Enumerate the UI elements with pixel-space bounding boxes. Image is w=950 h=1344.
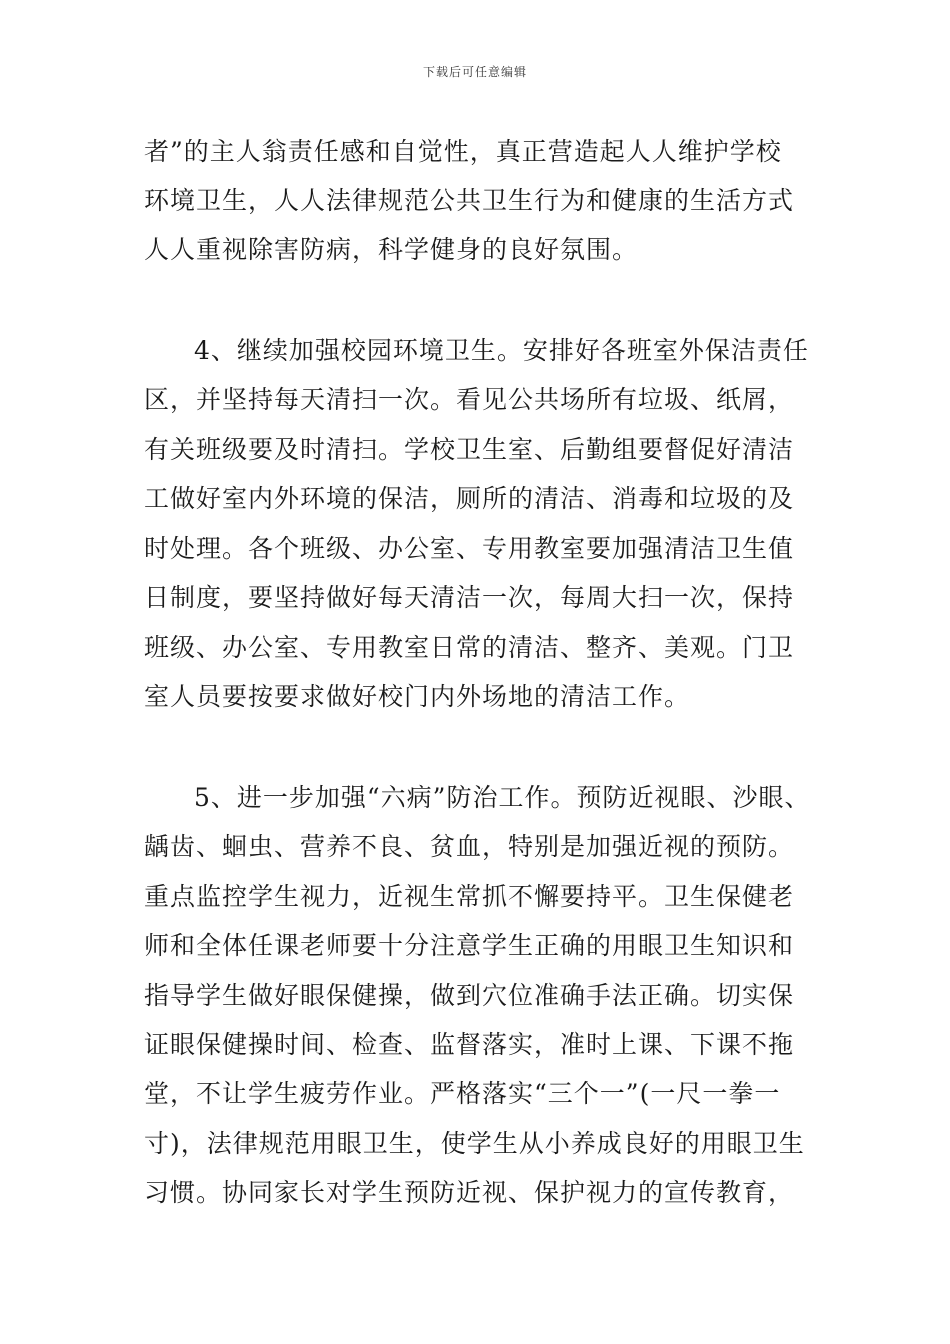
paragraph-1-line-3: 人人重视除害防病，科学健身的良好氛围。 — [144, 235, 639, 264]
paragraph-2-line-5: 时处理。各个班级、办公室、专用教室要加强清洁卫生值 — [144, 534, 795, 563]
paragraph-3-line-1: 5、进一步加强“六病”防治工作。预防近视眼、沙眼、 — [194, 783, 811, 812]
paragraph-2-line-7: 班级、办公室、专用教室日常的清洁、整齐、美观。门卫 — [144, 633, 795, 662]
paragraph-3-line-2: 龋齿、蛔虫、营养不良、贫血，特别是加强近视的预防。 — [144, 832, 795, 861]
paragraph-1-line-1: 者”的主人翁责任感和自觉性，真正营造起人人维护学校 — [144, 137, 782, 166]
paragraph-3-line-5: 指导学生做好眼保健操，做到穴位准确手法正确。切实保 — [144, 981, 795, 1010]
paragraph-2-line-2: 区，并坚持每天清扫一次。看见公共场所有垃圾、纸屑， — [144, 385, 795, 414]
paragraph-2-line-6: 日制度，要坚持做好每天清洁一次，每周大扫一次，保持 — [144, 583, 795, 612]
paragraph-2-line-3: 有关班级要及时清扫。学校卫生室、后勤组要督促好清洁 — [144, 435, 795, 464]
paragraph-3-line-4: 师和全体任课老师要十分注意学生正确的用眼卫生知识和 — [144, 931, 795, 960]
paragraph-3-line-7: 堂，不让学生疲劳作业。严格落实“三个一”(一尺一拳一 — [144, 1079, 781, 1108]
paragraph-2-line-1: 4、继续加强校园环境卫生。安排好各班室外保洁责任 — [194, 336, 809, 365]
paragraph-1-line-2: 环境卫生，人人法律规范公共卫生行为和健康的生活方式 — [144, 186, 795, 215]
paragraph-3-line-6: 证眼保健操时间、检查、监督落实，准时上课、下课不拖 — [144, 1030, 795, 1059]
paragraph-2-line-8: 室人员要按要求做好校门内外场地的清洁工作。 — [144, 682, 691, 711]
paragraph-2-line-4: 工做好室内外环境的保洁，厕所的清洁、消毒和垃圾的及 — [144, 484, 795, 513]
paragraph-3-line-8: 寸)，法律规范用眼卫生，使学生从小养成良好的用眼卫生 — [144, 1129, 805, 1158]
paragraph-3-line-3: 重点监控学生视力，近视生常抓不懈要持平。卫生保健老 — [144, 882, 795, 911]
page-header: 下载后可任意编辑 — [422, 65, 527, 79]
paragraph-3-line-9: 习惯。协同家长对学生预防近视、保护视力的宣传教育， — [144, 1178, 795, 1207]
